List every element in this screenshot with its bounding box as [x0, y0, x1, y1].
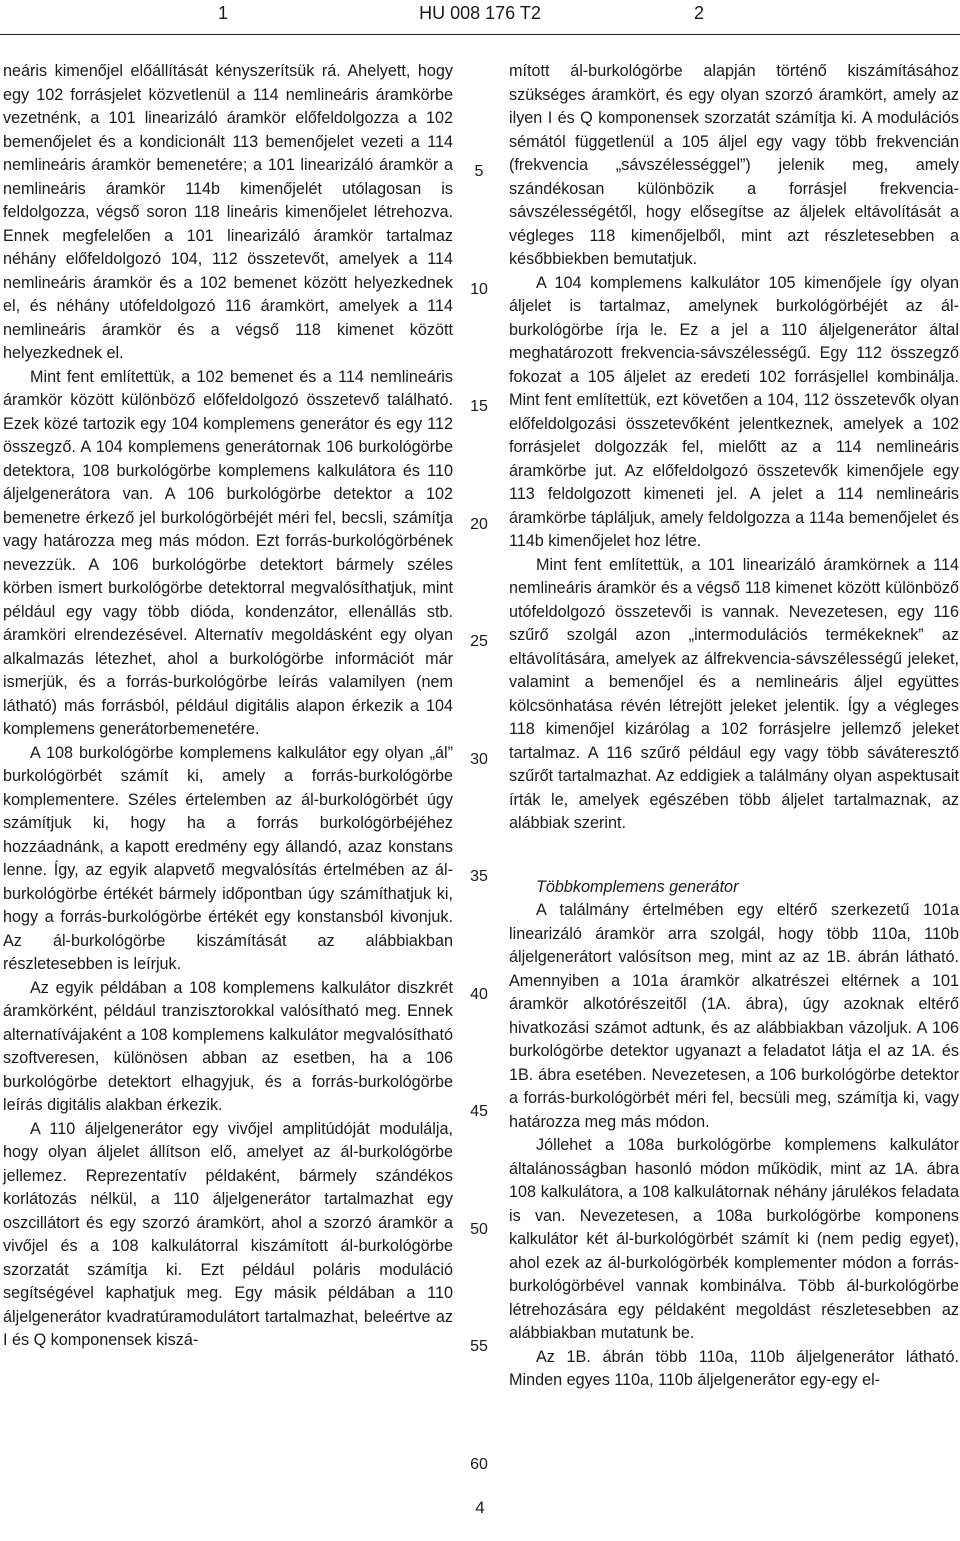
- left-column: [3, 60, 453, 1353]
- right-page-number: 2: [694, 3, 705, 23]
- document-id: HU 008 176 T2: [419, 3, 541, 23]
- paragraph: mított ál-burkológörbe alapján történő kiszámításához szükséges áramkört, és egy olyan szorzó áramkört, amely az ilyen I és Q komponensek szorzatát számítja ki. A modulációs sémától függetlenül a 105 áljel egy vagy több frekvencián (frekvencia „sávszélességgel”) jelenik meg, amely szándékosan különbözik a forrásjel frekvencia-sávszélességétől, hogy elősegítse az áljelek eltávolítását a végleges 118 kimenőjelből, mint azt részletesebben a későbbiekben bemutatjuk.: [509, 62, 959, 268]
- paragraph: Az 1B. ábrán több 110a, 110b áljelgenerátor látható. Minden egyes 110a, 110b áljelgenerátor egy-egy el-: [509, 1347, 959, 1389]
- line-number: 30: [470, 751, 488, 768]
- paragraph: neáris kimenőjel előállítását kényszerítsük rá. Ahelyett, hogy egy 102 forrásjelet közvetlenül a 114 nemlineáris áramkörbe vezetnénk, a 101 linearizáló áramkör előfeldolgozza a 102 bemenőjelet és a kondicionált 113 bemenőjelet vezeti a 114 nemlineáris áramkör bemenetére; a 101 linearizáló áramkör a nemlineáris áramkör 114b kimenőjelét utólagosan is feldolgozza, végső soron 118 lineáris kimenőjelet létrehozva. Ennek megfelelően a 101 linearizáló áramkör tartalmaz néhány előfeldolgozó 104, 112 összetevőt, amelyek a 114 nemlineáris áramkör és a 102 bemenet között helyezkednek el, és néhány utófeldolgozó 116 áramkört, amelyek a 114 nemlineáris áramkör és a végső 118 kimenet között helyezkednek el.: [3, 62, 453, 362]
- footer-page-number: 4: [475, 1498, 485, 1517]
- left-page-number: 1: [218, 3, 229, 23]
- line-number: 10: [470, 281, 488, 298]
- paragraph: A 108 burkológörbe komplemens kalkulátor egy olyan „ál” burkológörbét számít ki, amely a forrás-burkológörbe komplementere. Széles értelemben az ál-burkológörbét úgy számítjuk ki, hogy ha a forrás burkológörbéjéhez hozzáadnánk, a kapott eredmény egy állandó, azaz konstans lenne. Így, az egyik alapvető megvalósítás értelmében az ál-burkológörbe értékét bármely időpontban úgy számíthatjuk ki, hogy a forrás-burkológörbe értékét egy konstansból kivonjuk. Az ál-burkológörbe kiszámítását az alábbiakban részletesebben is leírjuk.: [3, 743, 453, 973]
- line-number: 35: [470, 868, 488, 885]
- right-column: [509, 60, 959, 1393]
- paragraph: A találmány értelmében egy eltérő szerkezetű 101a linearizáló áramkör arra szolgál, hogy több 110a, 110b áljelgenerátort valósítson meg, mint az az 1B. ábrán látható. Amennyiben a 101a áramkör alkatrészei eltérnek a 101 áramkör alkotórészeitől (1A. ábra), úgy azoknak eltérő hivatkozási számot adtunk, és az alábbiakban vázoljuk. A 106 burkológörbe detektor ugyanazt a feladatot látja el az 1A. és 1B. ábra esetében. Nevezetesen, a 106 burkológörbe detektor a forrás-burkológörbét méri fel, becsüli meg, számítja ki, vagy határozza meg más módon.: [509, 901, 959, 1131]
- paragraph: Mint fent említettük, a 101 linearizáló áramkörnek a 114 nemlineáris áramkör és a végső 118 kimenet között különböző utófeldolgozó összetevői is vannak. Nevezetesen, egy 116 szűrő szolgál azon „intermodulációs termékeknek” az eltávolítására, amelyek az álfrekvencia-sávszélességű jeleket, valamint a bemenőjel és a nemlineáris áljel együttes kölcsönhatása révén létrejött jeleket jelentik. Így a végleges 118 kimenőjel kizárólag a 102 forrásjelre jellemző jeleket tartalmaz. A 116 szűrő például egy vagy több sáváteresztő szűrőt tartalmazhat. Az eddigiek a találmány olyan aspektusait írták le, amelyek egészében több áljelet tartalmaznak, az alábbiak szerint.: [509, 555, 959, 832]
- line-number: 5: [474, 163, 484, 180]
- section-heading: Többkomplemens generátor: [536, 877, 739, 896]
- paragraph: Az egyik példában a 108 komplemens kalkulátor diszkrét áramkörként, például tranzisztorokkal valósítható meg. Ennek alternatívájaként a 108 komplemens kalkulátor megvalósítható szoftveresen, különösen abban az esetben, ha a 106 burkológörbe detektort elhagyjuk, és a forrás-burkológörbe leírás digitális alakban érkezik.: [3, 978, 453, 1114]
- line-number: 40: [470, 986, 488, 1003]
- line-number: 25: [470, 633, 488, 650]
- line-number: 60: [470, 1456, 488, 1473]
- line-number: 20: [470, 516, 488, 533]
- header-rule: [0, 34, 960, 35]
- paragraph: A 104 komplemens kalkulátor 105 kimenőjele így olyan áljelet is tartalmaz, amelynek burkológörbéjét az ál-burkológörbe írja le. Ez a jel a 110 áljelgenerátor által meghatározott frekvencia-sávszélességű. Egy 112 összegző fokozat a 105 áljelet az eredeti 102 forrásjellel kombinálja. Mint fent említettük, ezt követően a 104, 112 összetevők olyan előfeldolgozási összetevőként jelentkeznek, amelyek a 102 forrásjelet dolgozzák fel, mielőtt az a 114 nemlineáris áramkörbe jut. Az előfeldolgozó összetevők kimenőjele egy 113 feldolgozott kimeneti jel. A jelet a 114 nemlineáris áramkörbe tápláljuk, amely feldolgozza a 114a bemenőjelet és 114b kimenőjelet hoz létre.: [509, 273, 959, 550]
- paragraph: Jóllehet a 108a burkológörbe komplemens kalkulátor általánosságban hasonló módon működik, mint az 1A. ábra 108 kalkulátora, a 108 kalkulátornak néhány járulékos feladata is van. Nevezetesen, a 108a burkológörbe komponens kalkulátor két ál-burkológörbét számít ki (nem pedig egyet), ahol ezek az ál-burkológörbék komplementer módon a forrás-burkológörbével vannak kombinálva. Több ál-burkológörbe létrehozására egy példaként megoldást részletesebben az alábbiakban mutatunk be.: [509, 1136, 959, 1342]
- page-header: [0, 0, 960, 30]
- line-number: 50: [470, 1221, 488, 1238]
- paragraph: Mint fent említettük, a 102 bemenet és a 114 nemlineáris áramkör között különböző előfeldolgozó összetevő található. Ezek közé tartozik egy 104 komplemens generátor és egy 112 összegző. A 104 komplemens generátornak 106 burkológörbe detektora, 108 burkológörbe komplemens kalkulátora és 110 áljelgenerátora van. A 106 burkológörbe detektor a 102 bemenetre érkező jel burkológörbéjét méri fel, becsli, számítja vagy határozza meg más módon. Ezt forrás-burkológörbének nevezzük. A 106 burkológörbe detektort bármely széles körben ismert burkológörbe detektorral megvalósíthatjuk, mint például egy vagy több dióda, kondenzátor, ellenállás stb. áramköri elrendezésével. Alternatív megoldásként egy olyan alkalmazás létezhet, ahol a burkológörbe információt már ismerjük, és a forrás-burkológörbe leírás valamilyen (nem látható) más forrásból, például digitális alapon érkezik a 104 komplemens generátorbemenetére.: [3, 367, 453, 738]
- line-number: 15: [470, 398, 488, 415]
- paragraph: A 110 áljelgenerátor egy vivőjel amplitúdóját modulálja, hogy olyan áljelet állítson elő, amelyet az ál-burkológörbe jellemez. Reprezentatív példaként, bármely szándékos korlátozás nélkül, a 110 áljelgenerátor tartalmazhat egy oszcillátort és egy szorzó áramkört, ahol a szorzó áramkör a vivőjel és a 108 kalkulátorral kiszámított ál-burkológörbe szorzatát számítja ki. Ezt például poláris moduláció segítségével kaphatjuk meg. Egy másik példában a 110 áljelgenerátor kvadratúramodulátort tartalmazhat, beleértve az I és Q komponensek kiszá-: [3, 1119, 453, 1349]
- line-number: 45: [470, 1103, 488, 1120]
- line-number: 55: [470, 1338, 488, 1355]
